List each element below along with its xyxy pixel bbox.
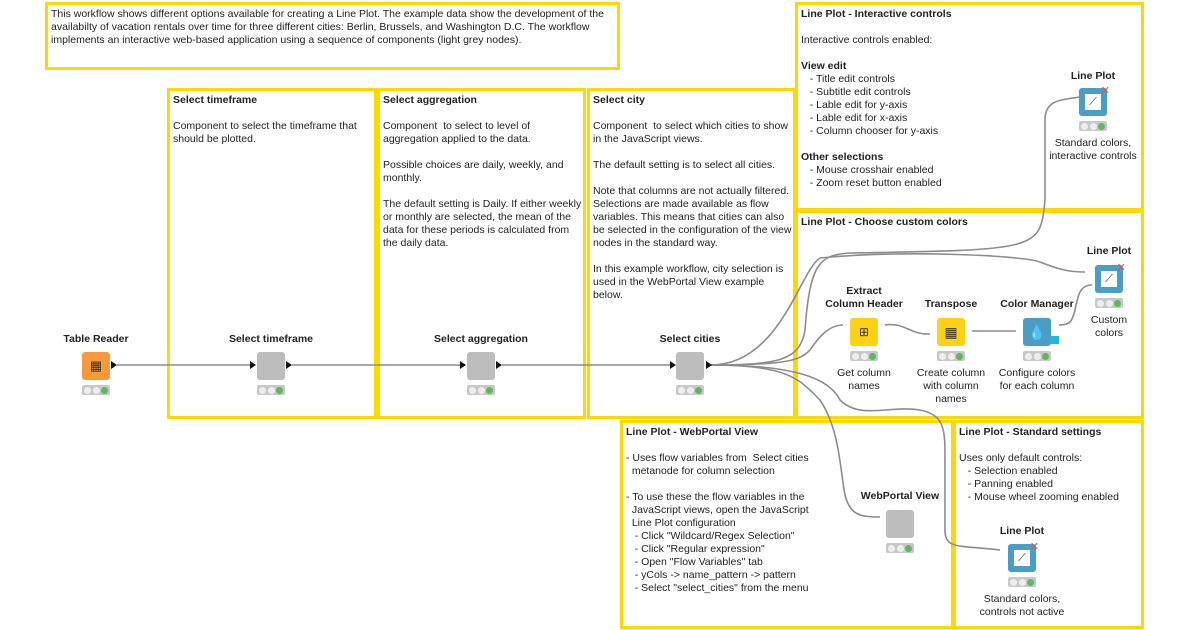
annotation-line: - Zoom reset button enabled	[801, 177, 942, 189]
status-lights	[467, 385, 495, 395]
annotation-line: Component to select to level of	[383, 120, 531, 132]
table-reader-icon: ▦	[82, 352, 110, 380]
node-title: Line Plot	[1086, 245, 1132, 257]
annotation-line: Note that columns are not actually filtered.	[593, 185, 790, 197]
annotation-line: - Uses flow variables from Select cities	[626, 452, 809, 464]
annotation-line: - Lable edit for y-axis	[801, 99, 908, 111]
component-icon	[676, 352, 704, 380]
annotation-line: - Click "Regular expression"	[626, 543, 765, 555]
annotation-line: - Open "Flow Variables" tab	[626, 556, 763, 568]
status-lights	[886, 543, 914, 553]
annotation-line: Uses only default controls:	[959, 452, 1083, 464]
intro-line: availabilty of vacation rentals over time for three different cities: Berlin, Brussels, and Washington D.C. The workflow	[51, 21, 590, 33]
annotation-line: The default setting is to select all cities.	[593, 159, 776, 171]
node-description: Custom colors	[1090, 314, 1128, 339]
output-port[interactable]	[496, 361, 502, 369]
annotation-line: - Mouse wheel zooming enabled	[959, 491, 1119, 503]
node-title: Line Plot	[999, 525, 1045, 537]
annotation-line: or monthly are selected, the mean of the	[383, 211, 571, 223]
line-chart-icon: ⟋ ✕	[1079, 88, 1107, 116]
annotation-line: View edit	[801, 60, 847, 72]
input-port[interactable]	[460, 361, 466, 369]
annotation-line: Other selections	[801, 151, 884, 163]
annotation-line: - Lable edit for x-axis	[801, 112, 908, 124]
status-lights	[937, 351, 965, 361]
annotation-line: - Panning enabled	[959, 478, 1053, 490]
node-description: Configure colors for each column	[998, 367, 1076, 392]
node-title: Select aggregation	[434, 333, 528, 345]
component-icon	[467, 352, 495, 380]
annotation-title: Select aggregation	[383, 94, 477, 106]
node-title: WebPortal View	[860, 490, 940, 502]
annotation-line: In this example workflow, city selection is	[593, 263, 784, 275]
extract-header-icon: ⊞	[850, 318, 878, 346]
annotation-line: The default setting is Daily. If either weekly	[383, 198, 582, 210]
annotation-line: monthly.	[383, 172, 422, 184]
node-description: Get column names	[837, 367, 891, 392]
node-select-aggregation[interactable]	[426, 333, 536, 395]
status-lights	[676, 385, 704, 395]
annotation-line: Selections are made available as flow	[593, 198, 769, 210]
node-select-cities[interactable]	[635, 333, 745, 395]
node-description: Standard colors, controls not active	[979, 593, 1065, 618]
annotation-line: - Click "Wildcard/Regex Selection"	[626, 530, 795, 542]
component-icon	[886, 510, 914, 538]
input-port[interactable]	[670, 361, 676, 369]
node-webportal-view[interactable]	[845, 490, 955, 553]
annotation-title: Line Plot - Choose custom colors	[801, 216, 968, 228]
node-title: Table Reader	[63, 333, 129, 345]
input-port[interactable]	[250, 361, 256, 369]
annotation-line: Component to select the timeframe that	[173, 120, 357, 132]
annotation-line: - Column chooser for y-axis	[801, 125, 939, 137]
node-table-reader[interactable]	[41, 333, 151, 395]
annotation-line: Line Plot configuration	[626, 517, 736, 529]
output-port[interactable]	[111, 361, 117, 369]
annotation-line: - Title edit controls	[801, 73, 895, 85]
node-description: Create column with column names	[916, 367, 986, 405]
node-line-plot-standard[interactable]	[967, 525, 1077, 619]
annotation-title: Line Plot - Standard settings	[959, 426, 1102, 438]
node-line-plot-custom[interactable]	[1054, 245, 1164, 340]
node-title: Select timeframe	[228, 333, 314, 345]
annotation-line: Component to select which cities to show	[593, 120, 788, 132]
node-title: Color Manager	[1000, 298, 1074, 310]
intro-line: This workflow shows different options available for creating a Line Plot. The example data show the development of the	[51, 8, 604, 20]
output-port[interactable]	[706, 361, 712, 369]
annotation-line: Possible choices are daily, weekly, and	[383, 159, 564, 171]
status-lights	[1023, 351, 1051, 361]
annotation-line: should be plotted.	[173, 133, 256, 145]
annotation-line: - Selection enabled	[959, 465, 1058, 477]
status-lights	[1008, 577, 1036, 587]
node-line-plot-interactive[interactable]	[1038, 70, 1148, 163]
status-lights	[850, 351, 878, 361]
status-lights	[1095, 298, 1123, 308]
annotation-line: - Select "select_cities" from the menu	[626, 582, 809, 594]
output-port[interactable]	[286, 361, 292, 369]
annotation-line: - Mouse crosshair enabled	[801, 164, 934, 176]
annotation-title: Line Plot - Interactive controls	[801, 8, 952, 20]
node-title: Extract Column Header	[825, 285, 903, 310]
intro-line: implements an interactive web-based application using a sequence of components (light grey nodes).	[51, 34, 522, 46]
annotation-line: the daily data.	[383, 237, 449, 249]
line-chart-icon: ⟋ ✕	[1095, 265, 1123, 293]
annotation-line: JavaScript views, open the JavaScript	[626, 504, 809, 516]
annotation-line: - yCols -> name_pattern -> pattern	[626, 569, 796, 581]
component-icon	[257, 352, 285, 380]
annotation-line: aggregation applied to the data.	[383, 133, 531, 145]
node-title: Transpose	[924, 298, 978, 310]
color-drop-icon: 💧	[1023, 318, 1051, 346]
node-title: Select cities	[659, 333, 721, 345]
status-lights	[257, 385, 285, 395]
annotation-line: - To use these the flow variables in the	[626, 491, 805, 503]
annotation-line: Interactive controls enabled:	[801, 34, 933, 46]
annotation-line: - Subtitle edit controls	[801, 86, 911, 98]
annotation-line: used in the WebPortal View example	[593, 276, 765, 288]
node-select-timeframe[interactable]	[216, 333, 326, 395]
node-description: Standard colors, interactive controls	[1049, 137, 1137, 162]
annotation-line: variables. This means that cities can also	[593, 211, 785, 223]
annotation-line: data for these periods is calculated from	[383, 224, 570, 236]
annotation-title: Select city	[593, 94, 645, 106]
annotation-line: be selected in the configuration of the view	[593, 224, 792, 236]
node-title: Line Plot	[1070, 70, 1116, 82]
annotation-title: Line Plot - WebPortal View	[626, 426, 759, 438]
line-chart-icon: ⟋ ✕	[1008, 544, 1036, 572]
annotation-line: in the JavaScript views.	[593, 133, 703, 145]
status-lights	[1079, 121, 1107, 131]
transpose-icon: ▦	[937, 318, 965, 346]
annotation-line: metanode for column selection	[626, 465, 775, 477]
annotation-line: below.	[593, 289, 623, 301]
annotation-title: Select timeframe	[173, 94, 258, 106]
annotation-line: nodes in the standard way.	[593, 237, 718, 249]
status-lights	[82, 385, 110, 395]
